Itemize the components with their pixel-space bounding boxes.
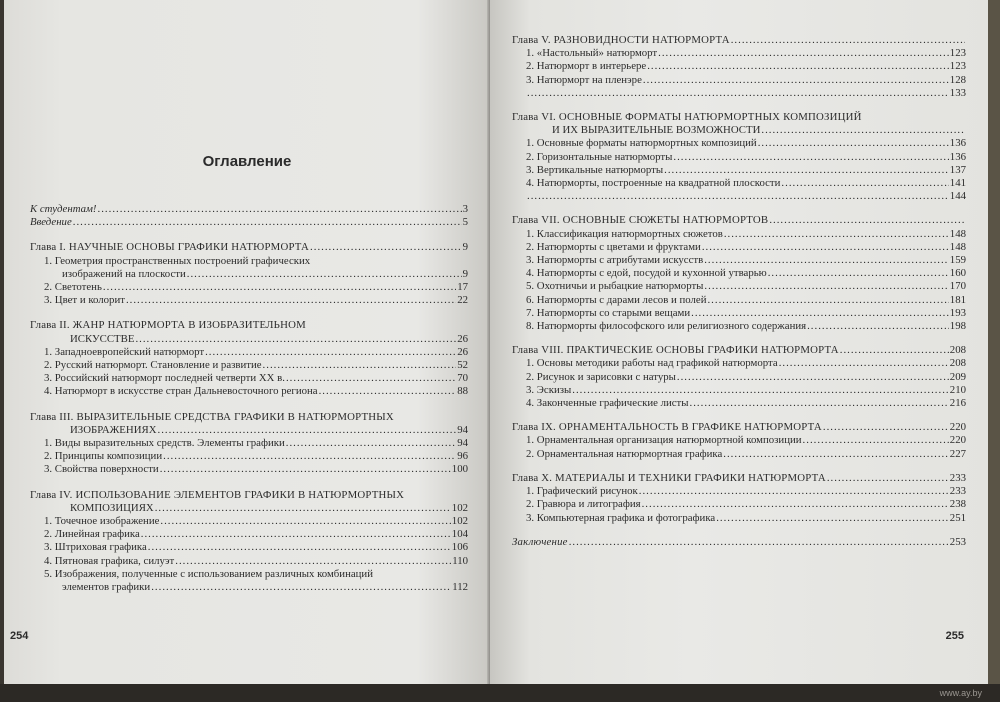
toc-section-entry-page: 94 bbox=[457, 437, 468, 450]
toc-section-entry bbox=[512, 190, 966, 203]
toc-section-entry-text: 3. Свойства поверхности bbox=[44, 463, 159, 476]
leader-dots bbox=[141, 528, 451, 541]
leader-dots bbox=[135, 333, 456, 346]
leader-dots bbox=[658, 47, 949, 60]
toc-section-entry-page: 136 bbox=[949, 137, 966, 150]
toc-section-entry bbox=[30, 568, 468, 581]
toc-section-entry-page: 193 bbox=[949, 306, 966, 319]
toc-section-entry bbox=[30, 528, 468, 541]
toc-intro-entry-page: 5 bbox=[462, 216, 468, 229]
toc-section-entry-text: 1. Точечное изображение bbox=[44, 515, 160, 528]
toc-section-entry-text: 6. Натюрморты с дарами лесов и полей bbox=[526, 293, 707, 306]
toc-section-entry-page: 128 bbox=[949, 73, 966, 86]
toc-section-entry-page: 137 bbox=[949, 163, 966, 176]
leader-dots bbox=[160, 515, 450, 528]
toc-chapter-title-text: Глава IX. ОРНАМЕНТАЛЬНОСТЬ В ГРАФИКЕ НАТЮРМОРТА bbox=[512, 421, 822, 434]
toc-chapter-title-cont-page: 102 bbox=[451, 501, 468, 514]
leader-dots bbox=[704, 254, 949, 267]
toc-chapter-title bbox=[30, 411, 468, 424]
toc-section-entry-text: 3. Натюрморты с атрибутами искусств bbox=[526, 254, 704, 267]
toc-section-entry-text: 1. «Настольный» натюрморт bbox=[526, 47, 658, 60]
toc-section-entry bbox=[30, 372, 468, 385]
toc-section-entry-page: 96 bbox=[457, 450, 468, 463]
leader-dots bbox=[158, 424, 457, 437]
toc-chapter-title-cont-text: ИЗОБРАЖЕНИЯХ bbox=[70, 423, 157, 436]
toc-chapter-title-text: Глава X. МАТЕРИАЛЫ И ТЕХНИКИ ГРАФИКИ НАТЮРМОРТА bbox=[512, 471, 826, 484]
toc-section-entry-page: 210 bbox=[949, 383, 966, 396]
toc-section-entry-page: 17 bbox=[457, 281, 468, 294]
leader-dots bbox=[310, 241, 462, 254]
toc-section-entry bbox=[30, 294, 468, 307]
toc-section-entry-page: 52 bbox=[457, 359, 468, 372]
toc-outro-entry-page: 253 bbox=[949, 535, 966, 548]
toc-section-entry bbox=[512, 267, 966, 280]
toc-right bbox=[512, 34, 966, 549]
leader-dots bbox=[758, 137, 949, 150]
leader-dots bbox=[724, 228, 949, 241]
left-page bbox=[4, 0, 490, 686]
toc-section-entry bbox=[30, 450, 468, 463]
toc-section-entry bbox=[512, 320, 966, 333]
toc-section-entry-text: 5. Охотничьи и рыбацкие натюрморты bbox=[526, 280, 704, 293]
toc-section-entry bbox=[30, 581, 468, 594]
toc-section-entry-text: 1. Основы методики работы над графикой натюрморта bbox=[526, 357, 778, 370]
leader-dots bbox=[263, 359, 457, 372]
toc-section-entry-page: 159 bbox=[949, 254, 966, 267]
toc-section-entry-page: 112 bbox=[452, 581, 468, 594]
leader-dots bbox=[527, 87, 949, 100]
toc-section-entry bbox=[30, 385, 468, 398]
toc-section-entry-text: 5. Изображения, полученные с использованием различных комбинаций bbox=[44, 567, 373, 580]
leader-dots bbox=[286, 372, 456, 385]
cover-edge bbox=[988, 0, 1000, 702]
watermark: www.ay.by bbox=[939, 688, 982, 698]
page-number-right: 255 bbox=[945, 630, 964, 642]
leader-dots bbox=[103, 281, 456, 294]
leader-dots bbox=[769, 214, 965, 227]
toc-section-entry-page: 102 bbox=[451, 515, 468, 528]
toc-section-entry bbox=[512, 164, 966, 177]
toc-chapter-title-page: 233 bbox=[949, 471, 966, 484]
toc-chapter-title-text: Глава VII. ОСНОВНЫЕ СЮЖЕТЫ НАТЮРМОРТОВ bbox=[512, 214, 769, 227]
leader-dots bbox=[823, 421, 949, 434]
leader-dots bbox=[768, 267, 949, 280]
leader-dots bbox=[781, 177, 948, 190]
toc-section-entry bbox=[512, 448, 966, 461]
toc-section-entry-page: 106 bbox=[451, 541, 468, 554]
leader-dots bbox=[803, 434, 949, 447]
leader-dots bbox=[527, 190, 949, 203]
right-page bbox=[490, 0, 990, 686]
toc-section-entry-page: 170 bbox=[949, 280, 966, 293]
toc-section-entry-text: 3. Цвет и колорит bbox=[44, 294, 125, 307]
toc-section-entry bbox=[512, 60, 966, 73]
leader-dots bbox=[98, 203, 462, 216]
leader-dots bbox=[175, 555, 451, 568]
toc-section-entry-text: 1. Геометрия пространственных построений графических bbox=[44, 254, 311, 267]
toc-section-entry bbox=[30, 515, 468, 528]
toc-chapter-title-text: Глава VIII. ПРАКТИЧЕСКИЕ ОСНОВЫ ГРАФИКИ НАТЮРМОРТА bbox=[512, 344, 839, 357]
toc-section-entry bbox=[30, 437, 468, 450]
toc-section-entry bbox=[30, 346, 468, 359]
toc-chapter-title-cont-page: 26 bbox=[457, 332, 468, 345]
toc-section-entry-text: 3. Натюрморт на пленэре bbox=[526, 73, 642, 86]
toc-section-entry bbox=[512, 294, 966, 307]
leader-dots bbox=[126, 294, 456, 307]
leader-dots bbox=[827, 472, 949, 485]
toc-chapter-title bbox=[30, 489, 468, 502]
toc-section-entry-text: 2. Натюрморт в интерьере bbox=[526, 60, 647, 73]
leader-dots bbox=[647, 60, 949, 73]
toc-section-entry-text: 3. Штриховая графика bbox=[44, 541, 147, 554]
toc-chapter-title-cont-text: ИСКУССТВЕ bbox=[70, 332, 135, 345]
page-number-left: 254 bbox=[10, 630, 29, 642]
toc-chapter-title-page: 220 bbox=[949, 421, 966, 434]
toc-section-entry bbox=[30, 255, 468, 268]
leader-dots bbox=[569, 536, 949, 549]
toc-section-entry-text: 7. Натюрморты со старыми вещами bbox=[526, 306, 691, 319]
toc-chapter-title-text: Глава VI. ОСНОВНЫЕ ФОРМАТЫ НАТЮРМОРТНЫХ КОМПОЗИЦИЙ bbox=[512, 111, 862, 124]
toc-section-entry-page: 144 bbox=[949, 190, 966, 203]
leader-dots bbox=[677, 371, 949, 384]
toc-intro-entry-text: Введение bbox=[30, 216, 72, 229]
toc-section-entry-text: 1. Западноевропейский натюрморт bbox=[44, 345, 205, 358]
leader-dots bbox=[840, 344, 949, 357]
toc-section-entry bbox=[512, 384, 966, 397]
toc-section-entry-page: 216 bbox=[949, 397, 966, 410]
toc-chapter-title bbox=[512, 214, 966, 227]
leader-dots bbox=[704, 280, 948, 293]
toc-chapter-title-text: Глава II. ЖАНР НАТЮРМОРТА В ИЗОБРАЗИТЕЛЬНОМ bbox=[30, 319, 306, 332]
toc-outro-entry bbox=[512, 536, 966, 549]
leader-dots bbox=[572, 384, 949, 397]
toc-chapter-title-cont-page: 94 bbox=[457, 423, 468, 436]
toc-section-entry-page: 88 bbox=[457, 385, 468, 398]
toc-section-entry-page: 148 bbox=[949, 227, 966, 240]
toc-section-entry bbox=[512, 357, 966, 370]
toc-section-entry bbox=[512, 74, 966, 87]
toc-section-entry-text: 3. Российский натюрморт последней четверти XX в. bbox=[44, 372, 285, 385]
toc-chapter-title-page: 208 bbox=[949, 344, 966, 357]
toc-section-entry-text: 1. Основные форматы натюрмортных композиций bbox=[526, 137, 757, 150]
toc-section-entry bbox=[512, 371, 966, 384]
toc-section-entry-page: 136 bbox=[949, 150, 966, 163]
toc-chapter-title-page: 9 bbox=[462, 241, 468, 254]
leader-dots bbox=[716, 512, 949, 525]
toc-section-entry-text: 2. Светотень bbox=[44, 281, 102, 294]
toc-section-entry bbox=[512, 434, 966, 447]
toc-chapter-title-cont-text: КОМПОЗИЦИЯХ bbox=[70, 501, 154, 514]
toc-section-entry-text: 1. Графический рисунок bbox=[526, 485, 638, 498]
toc-section-entry bbox=[512, 485, 966, 498]
toc-section-entry-page: 123 bbox=[949, 47, 966, 60]
toc-section-entry-page: 133 bbox=[949, 86, 966, 99]
toc-section-entry-text: 3. Компьютерная графика и фотографика bbox=[526, 511, 716, 524]
toc-section-entry-text: 2. Рисунок и зарисовки с натуры bbox=[526, 370, 676, 383]
toc-section-entry bbox=[30, 541, 468, 554]
toc-section-entry bbox=[30, 463, 468, 476]
toc-section-entry-text: 3. Вертикальные натюрморты bbox=[526, 163, 664, 176]
toc-chapter-title-text: Глава I. НАУЧНЫЕ ОСНОВЫ ГРАФИКИ НАТЮРМОРТА bbox=[30, 241, 310, 254]
toc-chapter-title bbox=[512, 34, 966, 47]
toc-section-entry bbox=[512, 397, 966, 410]
toc-section-entry-text: 2. Натюрморты с цветами и фруктами bbox=[526, 240, 701, 253]
toc-section-entry bbox=[512, 280, 966, 293]
toc-section-entry-text: элементов графики bbox=[62, 581, 151, 594]
toc-section-entry bbox=[30, 268, 468, 281]
toc-section-entry-page: 160 bbox=[949, 267, 966, 280]
toc-section-entry-text: изображений на плоскости bbox=[62, 267, 186, 280]
toc-section-entry bbox=[512, 87, 966, 100]
toc-section-entry-page: 209 bbox=[949, 370, 966, 383]
leader-dots bbox=[155, 502, 451, 515]
toc-section-entry-page: 238 bbox=[949, 498, 966, 511]
leader-dots bbox=[639, 485, 949, 498]
toc-section-entry-text: 1. Классификация натюрмортных сюжетов bbox=[526, 227, 723, 240]
toc-section-entry bbox=[512, 228, 966, 241]
toc-section-entry bbox=[512, 307, 966, 320]
leader-dots bbox=[160, 463, 451, 476]
toc-outro-entry-text: Заключение bbox=[512, 535, 568, 548]
toc-section-entry-page: 141 bbox=[949, 177, 966, 190]
leader-dots bbox=[723, 448, 949, 461]
leader-dots bbox=[707, 294, 948, 307]
toc-chapter-title-cont bbox=[512, 124, 966, 137]
toc-left bbox=[30, 203, 468, 594]
toc-chapter-title-text: Глава III. ВЫРАЗИТЕЛЬНЫЕ СРЕДСТВА ГРАФИКИ В НАТЮРМОРТНЫХ bbox=[30, 410, 394, 423]
leader-dots bbox=[187, 268, 462, 281]
toc-intro-entry bbox=[30, 216, 468, 229]
toc-section-entry-page: 26 bbox=[457, 345, 468, 358]
toc-section-entry-text: 2. Гравюра и литография bbox=[526, 498, 641, 511]
leader-dots bbox=[643, 74, 949, 87]
toc-section-entry-text: 2. Линейная графика bbox=[44, 528, 140, 541]
toc-section-entry-page: 148 bbox=[949, 240, 966, 253]
toc-chapter-title bbox=[30, 319, 468, 332]
leader-dots bbox=[702, 241, 949, 254]
leader-dots bbox=[286, 437, 456, 450]
leader-dots bbox=[691, 307, 949, 320]
toc-section-entry-page: 227 bbox=[949, 447, 966, 460]
toc-section-entry bbox=[512, 254, 966, 267]
leader-dots bbox=[642, 498, 949, 511]
toc-section-entry bbox=[30, 555, 468, 568]
toc-chapter-title-cont bbox=[30, 502, 468, 515]
leader-dots bbox=[731, 34, 965, 47]
toc-section-entry-text: 4. Пятновая графика, силуэт bbox=[44, 554, 175, 567]
leader-dots bbox=[319, 385, 457, 398]
toc-section-entry-page: 198 bbox=[949, 320, 966, 333]
toc-section-entry-text: 4. Натюрморты, построенные на квадратной плоскости bbox=[526, 177, 781, 190]
leader-dots bbox=[163, 450, 456, 463]
toc-section-entry-page: 104 bbox=[451, 528, 468, 541]
leader-dots bbox=[151, 581, 451, 594]
toc-section-entry-text: 3. Эскизы bbox=[526, 383, 572, 396]
toc-chapter-title-text: Глава IV. ИСПОЛЬЗОВАНИЕ ЭЛЕМЕНТОВ ГРАФИКИ В НАТЮРМОРТНЫХ bbox=[30, 488, 405, 501]
toc-section-entry-text: 4. Натюрморты с едой, посудой и кухонной утварью bbox=[526, 267, 767, 280]
toc-chapter-title bbox=[512, 344, 966, 357]
toc-section-entry-page: 9 bbox=[462, 267, 468, 280]
toc-section-entry bbox=[512, 47, 966, 60]
toc-chapter-title bbox=[512, 472, 966, 485]
leader-dots bbox=[761, 124, 965, 137]
toc-section-entry bbox=[30, 359, 468, 372]
toc-title: Оглавление bbox=[202, 153, 292, 170]
toc-section-entry bbox=[512, 177, 966, 190]
toc-section-entry-text: 1. Виды выразительных средств. Элементы графики bbox=[44, 437, 285, 450]
leader-dots bbox=[807, 320, 949, 333]
toc-section-entry-page: 233 bbox=[949, 485, 966, 498]
toc-section-entry-text: 2. Орнаментальная натюрмортная графика bbox=[526, 447, 723, 460]
leader-dots bbox=[690, 397, 949, 410]
toc-section-entry-text: 4. Законченные графические листы bbox=[526, 397, 689, 410]
toc-section-entry bbox=[512, 151, 966, 164]
toc-section-entry bbox=[30, 281, 468, 294]
toc-section-entry-page: 220 bbox=[949, 434, 966, 447]
toc-section-entry-text: 2. Принципы композиции bbox=[44, 450, 163, 463]
toc-intro-entry-text: К студентам! bbox=[30, 203, 97, 215]
toc-section-entry bbox=[512, 512, 966, 525]
toc-section-entry bbox=[512, 241, 966, 254]
toc-intro-entry-page: 3 bbox=[462, 203, 468, 215]
toc-chapter-title bbox=[512, 421, 966, 434]
toc-section-entry-page: 251 bbox=[949, 511, 966, 524]
toc-section-entry bbox=[512, 498, 966, 511]
toc-chapter-title bbox=[512, 111, 966, 124]
table-edge bbox=[0, 684, 1000, 702]
leader-dots bbox=[673, 151, 948, 164]
toc-section-entry-text: 4. Натюрморт в искусстве стран Дальневосточного региона bbox=[44, 385, 318, 398]
leader-dots bbox=[148, 541, 451, 554]
toc-chapter-title-cont bbox=[30, 424, 468, 437]
toc-section-entry-page: 181 bbox=[949, 293, 966, 306]
toc-section-entry-page: 70 bbox=[457, 372, 468, 385]
toc-chapter-title-cont-text: И ИХ ВЫРАЗИТЕЛЬНЫЕ ВОЗМОЖНОСТИ bbox=[552, 124, 761, 137]
toc-section-entry-text: 8. Натюрморты философского или религиозного содержания bbox=[526, 320, 807, 333]
toc-intro-entry bbox=[30, 203, 468, 216]
toc-section-entry-text: 2. Горизонтальные натюрморты bbox=[526, 150, 673, 163]
toc-section-entry bbox=[512, 137, 966, 150]
leader-dots bbox=[73, 216, 462, 229]
toc-section-entry-page: 100 bbox=[451, 463, 468, 476]
toc-section-entry-text: 2. Русский натюрморт. Становление и развитие bbox=[44, 359, 262, 372]
leader-dots bbox=[779, 357, 949, 370]
toc-chapter-title-text: Глава V. РАЗНОВИДНОСТИ НАТЮРМОРТА bbox=[512, 34, 730, 46]
toc-section-entry-page: 110 bbox=[452, 554, 468, 567]
leader-dots bbox=[664, 164, 949, 177]
toc-section-entry-page: 208 bbox=[949, 357, 966, 370]
toc-chapter-title bbox=[30, 241, 468, 254]
toc-section-entry-page: 123 bbox=[949, 60, 966, 73]
toc-section-entry-text: 1. Орнаментальная организация натюрмортной композиции bbox=[526, 434, 802, 447]
toc-section-entry-page: 22 bbox=[457, 294, 468, 307]
leader-dots bbox=[205, 346, 456, 359]
toc-chapter-title-cont bbox=[30, 333, 468, 346]
